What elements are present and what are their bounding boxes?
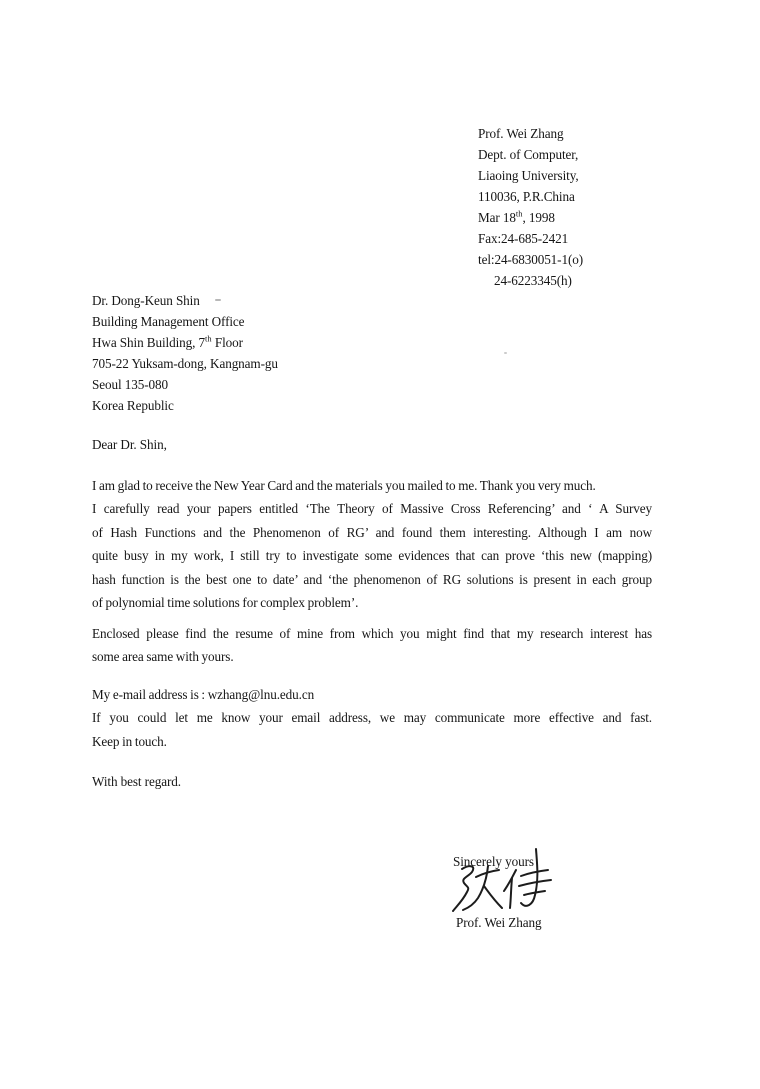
body-line: of Hash Functions and the Phenomenon of RG’ and found them interesting. Although I am now — [92, 524, 652, 540]
body-line: Keep in touch. — [92, 733, 167, 749]
body-line: some area same with yours. — [92, 649, 234, 665]
scan-speck — [504, 352, 507, 354]
sender-university: Liaoing University, — [478, 168, 579, 183]
sender-department: Dept. of Computer, — [478, 147, 579, 162]
scan-mark — [215, 299, 221, 301]
date-day: Mar 18 — [478, 210, 516, 225]
sender-tel-office: tel:24-6830051-1(o) — [478, 252, 584, 267]
body-line: I carefully read your papers entitled ‘The Theory of Massive Cross Referencing’ and ‘ A Survey — [92, 501, 652, 517]
sender-address: 110036, P.R.China — [478, 189, 575, 204]
floor-ordinal: th — [205, 333, 212, 344]
floor-label: Floor — [211, 335, 243, 350]
recipient-country: Korea Republic — [92, 398, 174, 413]
body-line: hash function is the best one to date’ and ‘the phenomenon of RG solutions is present in each group — [92, 571, 652, 587]
date-year: , 1998 — [522, 210, 555, 225]
sender-fax: Fax:24-685-2421 — [478, 231, 569, 246]
recipient-office: Building Management Office — [92, 314, 245, 329]
email-line: My e-mail address is : wzhang@lnu.edu.cn — [92, 687, 315, 702]
body-paragraph-1 — [92, 474, 652, 614]
building-name: Hwa Shin Building, 7 — [92, 335, 206, 350]
body-line: If you could let me know your email address, we may communicate more effective and fast. — [92, 710, 652, 726]
sender-tel-home: 24-6223345(h) — [494, 273, 572, 288]
recipient-street: 705-22 Yuksam-dong, Kangnam-gu — [92, 356, 278, 371]
recipient-name: Dr. Dong-Keun Shin — [92, 293, 200, 308]
body-line: I am glad to receive the New Year Card and the materials you mailed to me. Thank you very much. — [92, 478, 596, 493]
handwritten-signature — [448, 845, 560, 917]
valediction: Sincerely yours — [453, 854, 534, 869]
salutation: Dear Dr. Shin, — [92, 437, 167, 452]
date-ordinal: th — [515, 208, 523, 219]
sender-date — [478, 207, 583, 228]
sender-block — [478, 123, 583, 291]
recipient-building — [92, 332, 278, 353]
signed-name: Prof. Wei Zhang — [456, 915, 542, 930]
closing-regards: With best regard. — [92, 774, 181, 789]
body-line: of polynomial time solutions for complex problem’. — [92, 595, 359, 611]
body-paragraph-3 — [92, 683, 652, 753]
recipient-city: Seoul 135-080 — [92, 377, 168, 392]
recipient-block — [92, 290, 278, 416]
body-line: quite busy in my work, I still try to investigate some evidences that can prove ‘this new (mapping) — [92, 548, 652, 564]
sender-name: Prof. Wei Zhang — [478, 126, 564, 141]
body-line: Enclosed please find the resume of mine from which you might find that my research interest has — [92, 626, 652, 641]
body-paragraph-2 — [92, 622, 652, 669]
